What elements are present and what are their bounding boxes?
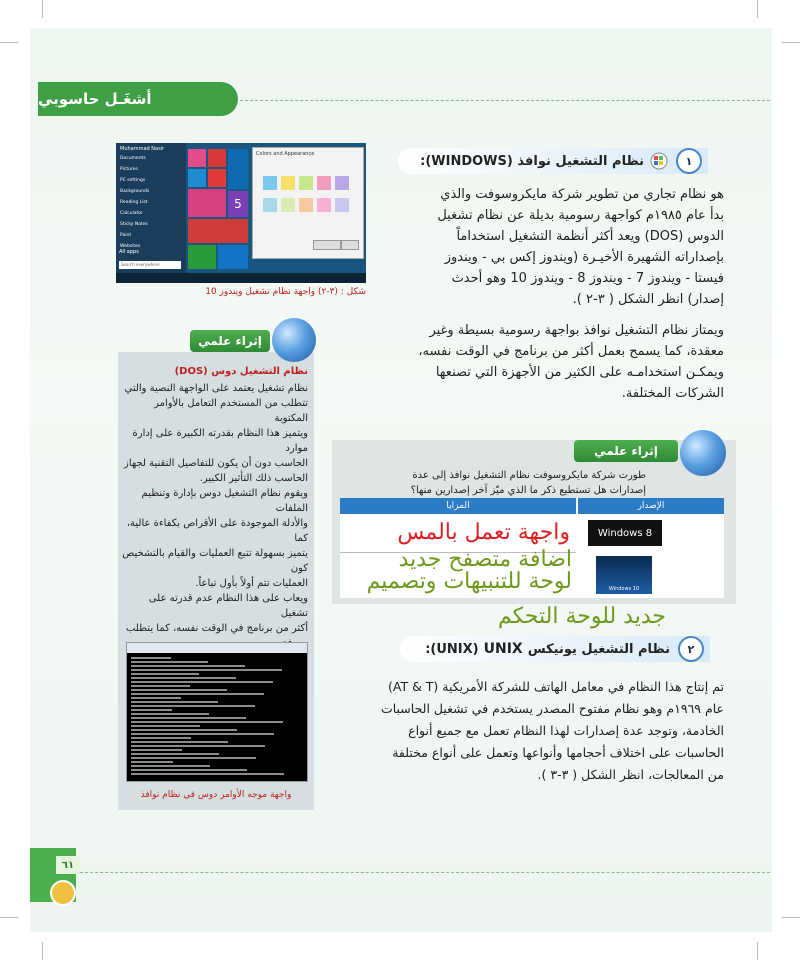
start-menu-item: Paint [120,233,132,238]
cmd-output-line [131,773,284,775]
cmd-output-line [131,725,200,727]
tile-icon [188,169,206,187]
cmd-output-line [131,685,190,687]
version-label: Windows 8 [597,527,653,539]
cmd-output-line [131,769,247,771]
start-menu-item: Pictures [120,167,138,172]
start-menu-list [116,143,186,273]
text-line: يتميز بسهولة تتبع العمليات والقيام بالتشخيص كون [122,548,308,574]
cmd-output-line [131,701,218,703]
crop-mark [757,0,758,18]
text-line: بإصداراته الشهيرة الأخيـرة (ويندوز إكس بي - ويندوز [444,250,724,265]
windows-logo-icon [650,152,668,170]
text-line: معقدة، كما يسمح بعمل أكثر من برنامج في الوقت نفسه، [418,344,724,359]
cmd-output-line [131,737,191,739]
text-line: ويعاب على هذا النظام عدم قدرته على تشغيل [148,593,308,619]
start-menu-item: Documents [120,156,146,161]
cmd-titlebar [127,643,307,653]
start-user-name: Muhammad Nasir [120,146,165,152]
text-line: الخادمة، وتوجد عدة إصدارات لهذا النظام تعمل مع جميع أنواع [408,723,724,738]
start-menu-item: Calculator [120,211,143,216]
unix-logo: UNIX [483,641,523,657]
color-swatch [335,198,349,212]
color-swatch [335,176,349,190]
store-tile [188,245,216,269]
crop-mark [0,42,18,43]
table-row [340,547,576,598]
dos-title: نظام التشغيل دوس (DOS) [174,366,308,377]
activity-question [346,468,646,498]
color-swatch [263,198,277,212]
enrichment-badge: إثراء علمي [574,440,678,462]
footer-divider [80,872,770,873]
text-line: الشركات المختلفة. [621,386,724,401]
text-line: العمليات تتم أولاً بأول تباعاً. [195,578,308,589]
answer-overflow: جديد للوحة التحكم [498,604,666,629]
crop-mark [782,42,800,43]
tile-icon [188,149,206,167]
cmd-output-line [131,681,273,683]
text-line: من المعالجات، انظر الشكل ( ٣-٣ ). [537,767,724,782]
search-box: Search everywhere [119,261,181,269]
banner-divider [240,100,770,101]
start-menu-item: Reading List [120,200,148,205]
cmd-output-line [131,749,182,751]
publisher-logo-icon [50,880,76,906]
color-swatch [281,176,295,190]
section2-number: ٢ [678,636,704,662]
cmd-output-line [131,661,208,663]
save-changes-button [313,240,341,250]
section2-header [400,636,710,662]
globe-laptop-icon [680,430,726,476]
color-swatch [299,198,313,212]
start-menu-item: Websites [120,244,141,249]
section2-title: نظام التشغيل يونيكس [527,641,670,657]
cmd-output-line [131,665,245,667]
cmd-output-line [131,765,210,767]
crop-mark [0,917,18,918]
cmd-output-line [131,673,199,675]
text-line: الحاسب دون أن يكون للتفاصيل التقنية لجهاز [123,458,308,469]
crop-mark [757,942,758,960]
section2-title-suffix: (UNIX): [425,641,479,657]
text-line: الحاسبات على اختلاف أحجامها وأنواعها وتعمل على أنواع مختلفة [392,745,724,760]
all-apps-label: All apps [119,249,139,255]
answer-windows10[interactable]: اضافة متصفح جديد لوحة للتنبيهات وتصميم [366,547,572,594]
text-line: الحاسب ذلك التأثير الكبير. [199,473,308,484]
cancel-button [341,240,359,250]
cmd-output-line [131,677,236,679]
versions-table [340,498,724,598]
windows10-logo [596,556,652,594]
tile-icon [208,169,226,187]
colors-dialog [252,147,364,259]
text-line: أكثر من برنامج في الوقت نفسه، كما يتطلب [125,623,308,634]
people-tile [188,189,226,217]
cmd-output-line [131,713,209,715]
cmd-output-line [131,669,282,671]
text-line: إصدار) انظر الشكل ( ٣-٢ ). [572,292,724,307]
section1-paragraph1 [372,184,724,310]
color-swatch [263,176,277,190]
cmd-output-line [131,717,246,719]
section1-title: نظام التشغيل نوافذ (WINDOWS): [420,153,644,169]
cmd-output-line [131,697,181,699]
text-line: ويمتاز نظام التشغيل نوافذ بواجهة رسومية بسيطة وغير [429,323,724,338]
cmd-output-line [131,705,255,707]
section2-paragraph [340,676,724,786]
version-label: Windows 10 [608,586,640,592]
cmd-output-line [131,729,237,731]
crop-mark [42,0,43,18]
start-menu-item: PC settings [120,178,146,183]
windows10-screenshot [116,143,366,283]
text-line: إصدارات هل تستطيع ذكر ما الذي ميّز آخر إصدارين منها؟ [410,485,646,496]
color-swatch [317,198,331,212]
tile-icon [208,149,226,167]
text-line: تتطلب من المستخدم التعامل بالأوامر المكتوبة [154,398,308,424]
dialog-title: Colors and Appearance [256,151,315,157]
cmd-output-line [131,745,265,747]
text-line: الدوس (DOS) ويعد أكثر أنظمة التشغيل استخداماً [456,229,724,244]
cmd-output-line [131,693,264,695]
calendar-tile: 5 [228,191,248,217]
text-line: نظام تشغيل يعتمد على الواجهة النصية والتي [124,383,308,394]
section1-number: ١ [676,148,702,174]
text-line: بدأ عام ١٩٨٥م كواجهة رسومية بديلة عن نظام تشغيل [437,208,724,223]
text-line: تم إنتاج هذا النظام في معامل الهاتف للشركة الأمريكية (AT & T) [387,679,724,694]
cmd-output-line [131,689,227,691]
text-line: ويتميز هذا النظام بقدرته الكبيرة على إدارة موارد [132,428,308,454]
start-menu-item: Backgrounds [120,189,150,194]
crop-mark [782,917,800,918]
text-line: فيستا - ويندوز 7 - ويندوز 8 - ويندوز 10 وهو أحدث [451,271,724,286]
cmd-output-line [131,741,228,743]
cmd-output-line [131,709,172,711]
mail-tile [218,245,248,269]
figure1-caption: شكل : (٣-٢) واجهة نظام تشغيل ويندوز 10 [205,287,366,297]
cmd-output-line [131,753,219,755]
cmd-output-line [131,733,274,735]
cmd-output-line [131,721,283,723]
start-menu-item: Sticky Notes [120,222,148,227]
features-header: المزايا [340,498,576,514]
text-line: هو نظام تجاري من تطوير شركة مايكروسوفت والذي [440,187,724,202]
dos-command-prompt-screenshot [126,642,308,782]
cmd-output-line [131,657,171,659]
color-swatch [317,176,331,190]
text-line: والأدلة الموجودة على الأقراص بكفاءة عالية، كما [126,518,308,544]
text-line: طورت شركة مايكروسوفت نظام التشغيل نوافذ إلى عدة [412,470,646,481]
text-line: ويمكـن استخدامـه على الكثير من الأجهزة التي تصنعها [435,365,724,380]
text-line: عام ١٩٦٩م وهو نظام مفتوح المصدر يستخدم في تشغيل الحاسبات [380,701,724,716]
section1-paragraph2 [372,320,724,404]
enrichment-badge: إثراء علمي [190,330,270,352]
tile-icon [228,149,248,189]
news-tile [188,219,248,243]
cmd-caption: واجهة موجه الأوامر دوس في نظام نوافذ [140,790,292,800]
cmd-output-line [131,757,256,759]
cmd-output-line [131,761,173,763]
section1-header [398,148,708,174]
section-banner: أشغَـل حاسوبي [38,82,238,116]
color-swatch [281,198,295,212]
version-header: الإصدار [578,498,724,514]
text-line: ويقوم نظام التشغيل دوس بإدارة وتنظيم الملفات [141,488,308,514]
globe-laptop-icon [272,318,316,362]
page-number: ٦١ [56,856,80,874]
crop-mark [42,942,43,960]
color-swatch [299,176,313,190]
answer-windows8[interactable]: واجهة تعمل بالمس [397,520,570,545]
windows8-logo [588,520,662,546]
taskbar [116,273,366,283]
